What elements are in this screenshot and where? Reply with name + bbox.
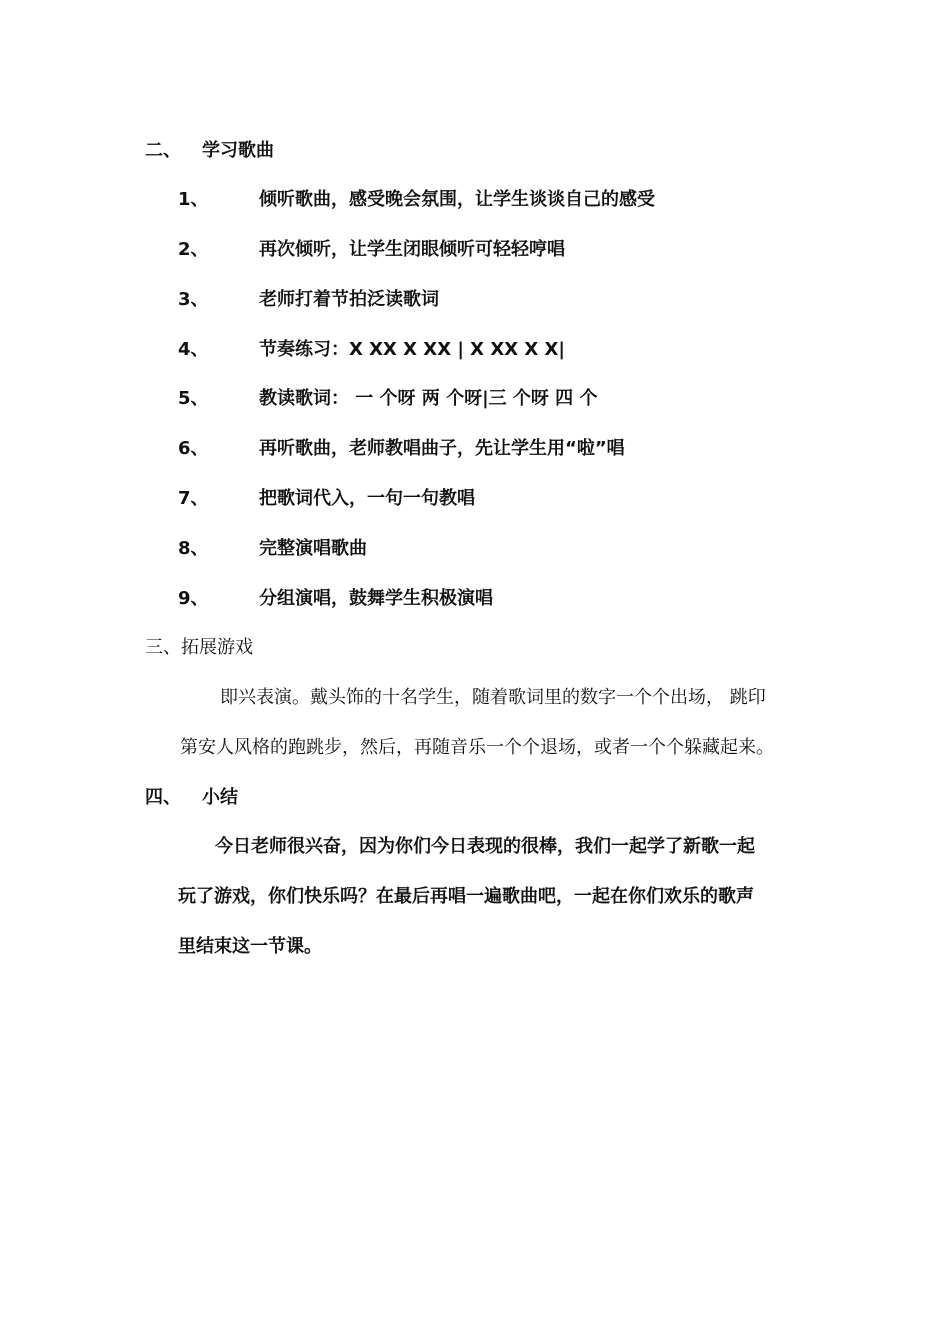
section3-title: 三、拓展游戏 <box>145 637 253 658</box>
list-item-text: 老师打着节拍泛读歌词 <box>259 289 439 310</box>
section2-marker: 二、 <box>145 140 181 161</box>
section2-title: 学习歌曲 <box>202 140 274 161</box>
section4-title: 小结 <box>202 787 238 808</box>
list-item-text: 节奏练习：X XX X XX | X XX X X| <box>259 339 565 360</box>
list-item-text: 把歌词代入，一句一句教唱 <box>259 488 475 509</box>
list-item-number: 2、 <box>178 239 209 260</box>
list-item-number: 5、 <box>178 388 209 409</box>
list-item-number: 7、 <box>178 488 209 509</box>
section4-paragraph-line: 玩了游戏，你们快乐吗？在最后再唱一遍歌曲吧，一起在你们欢乐的歌声 <box>178 886 754 907</box>
list-item-number: 1、 <box>178 189 209 210</box>
list-item-text: 完整演唱歌曲 <box>259 538 367 559</box>
section3-paragraph-line: 第安人风格的跑跳步，然后，再随音乐一个个退场，或者一个个躲藏起来。 <box>180 737 774 758</box>
section4-paragraph-line: 里结束这一节课。 <box>178 936 322 957</box>
list-item-text: 教读歌词： 一 个呀 两 个呀|三 个呀 四 个 <box>259 388 598 409</box>
list-item-number: 3、 <box>178 289 209 310</box>
list-item-number: 9、 <box>178 588 209 609</box>
section4-paragraph-line: 今日老师很兴奋，因为你们今日表现的很棒，我们一起学了新歌一起 <box>215 836 755 857</box>
list-item-number: 4、 <box>178 339 209 360</box>
list-item-text: 再听歌曲，老师教唱曲子，先让学生用“啦”唱 <box>259 438 625 459</box>
list-item-text: 倾听歌曲，感受晚会氛围，让学生谈谈自己的感受 <box>259 189 655 210</box>
list-item-number: 8、 <box>178 538 209 559</box>
list-item-text: 分组演唱，鼓舞学生积极演唱 <box>259 588 493 609</box>
list-item-number: 6、 <box>178 438 209 459</box>
section4-marker: 四、 <box>145 787 181 808</box>
list-item-text: 再次倾听，让学生闭眼倾听可轻轻哼唱 <box>259 239 565 260</box>
section3-paragraph-line: 即兴表演。戴头饰的十名学生，随着歌词里的数字一个个出场， 跳印 <box>220 687 766 708</box>
